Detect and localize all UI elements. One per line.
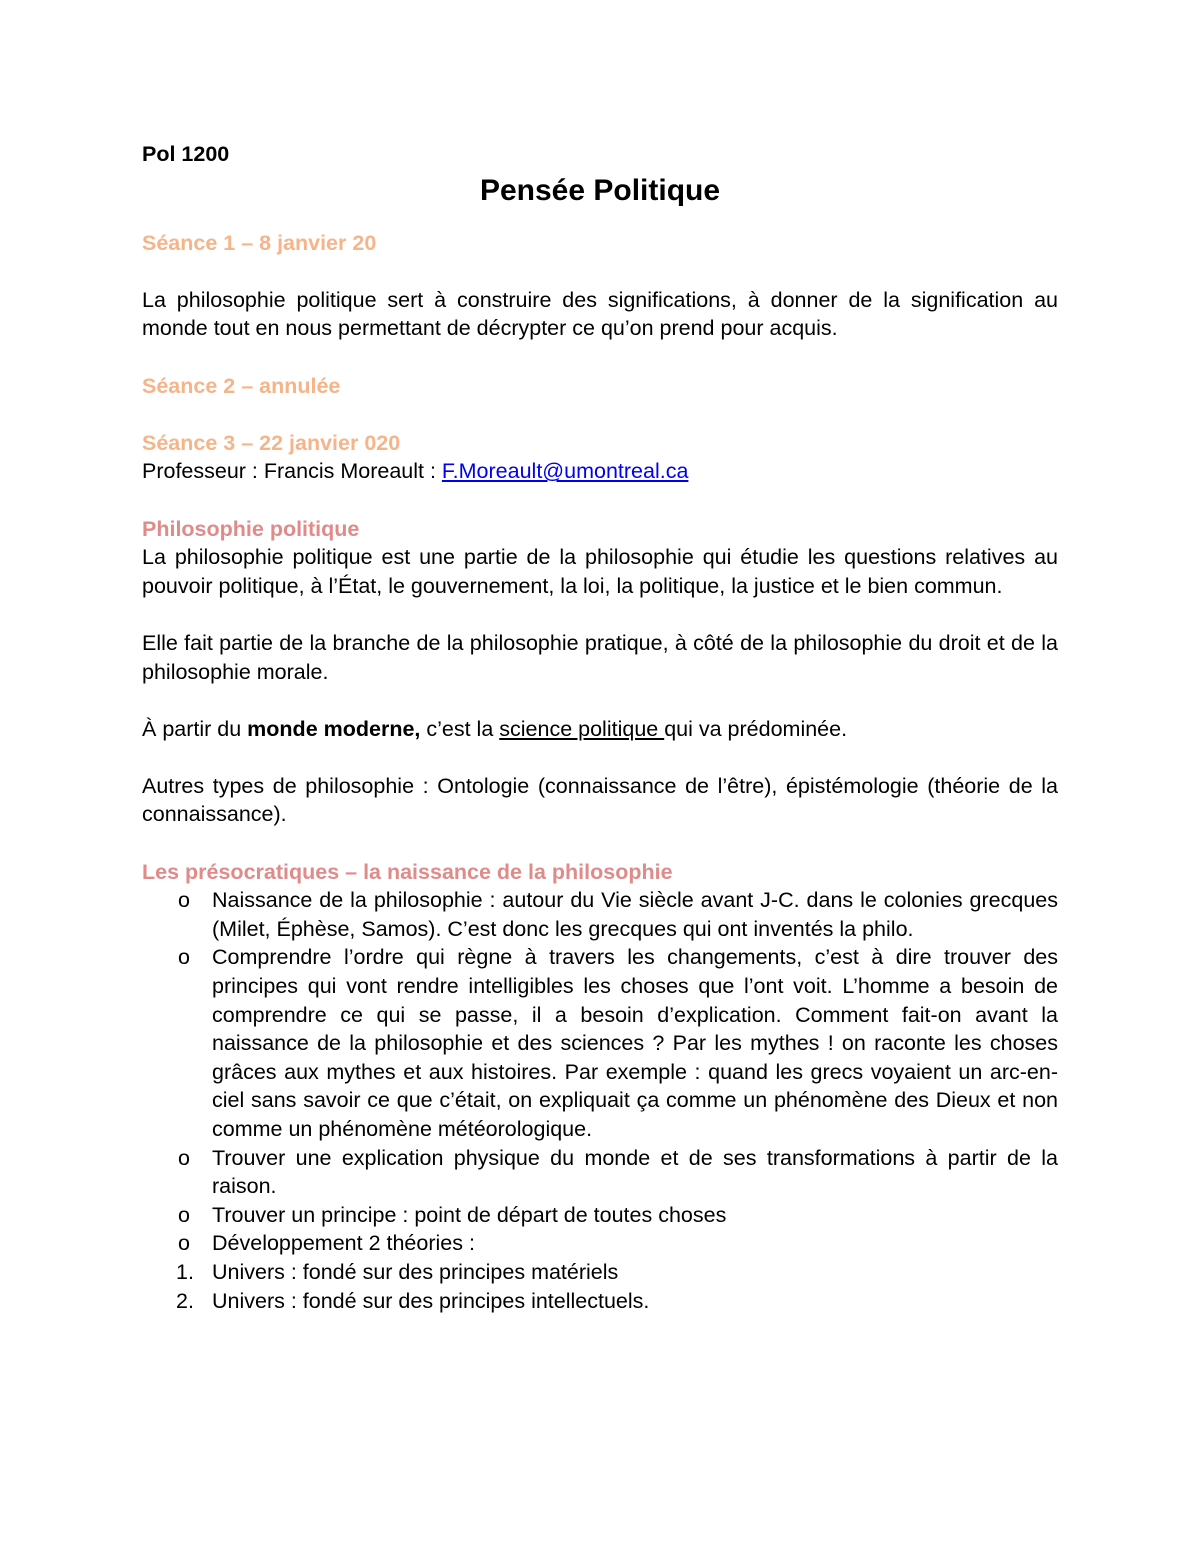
list-item — [142, 1229, 1058, 1258]
number-marker: 1. — [176, 1259, 194, 1284]
philosophie-politique-paragraph-4: Autres types de philosophie : Ontologie (connaissance de l’être), épistémologie (théorie de la connaissance). — [142, 773, 1058, 827]
paragraph-3-mid: c’est la — [420, 716, 500, 741]
list-item — [142, 886, 1058, 943]
course-code: Pol 1200 — [142, 142, 230, 166]
seance-2-heading: Séance 2 – annulée — [142, 373, 341, 398]
numbered-item — [142, 1287, 1058, 1316]
philosophie-politique-paragraph-3 — [142, 715, 1058, 744]
spacer — [142, 257, 1058, 286]
bullet-marker: o — [178, 1231, 190, 1256]
list-item — [142, 1144, 1058, 1201]
paragraph-3-suffix: qui va prédominée. — [664, 716, 848, 741]
professor-line — [142, 457, 1058, 486]
philosophie-politique-heading: Philosophie politique — [142, 516, 360, 541]
list-item-text: Trouver un principe : point de départ de toutes choses — [212, 1202, 727, 1227]
numbered-item-text: Univers : fondé sur des principes intellectuels. — [212, 1288, 650, 1313]
paragraph-3-underline: science politique — [499, 716, 665, 741]
philosophie-politique-paragraph-1: La philosophie politique est une partie de la philosophie qui étudie les questions relatives au pouvoir politique, à l’État, le gouvernement, la loi, la politique, la justice et le bien commun. — [142, 545, 1058, 598]
list-item — [142, 943, 1058, 1143]
spacer — [142, 486, 1058, 515]
bullet-marker: o — [178, 1202, 190, 1227]
numbered-item — [142, 1258, 1058, 1287]
list-item-text: Trouver une explication physique du monde et de ses transformations à partir de la raison. — [212, 1145, 1058, 1199]
paragraph-3-bold: monde moderne, — [247, 716, 421, 741]
spacer — [142, 743, 1058, 772]
professor-label: Professeur : Francis Moreault : — [142, 459, 442, 484]
seance-1-paragraph: La philosophie politique sert à construire des significations, à donner de la signification au monde tout en nous permettant de décrypter ce qu’on prend pour acquis. — [142, 287, 1058, 341]
bullet-marker: o — [178, 1145, 190, 1170]
spacer — [142, 400, 1058, 429]
list-item-text: Comprendre l’ordre qui règne à travers les changements, c’est à dire trouver des principes qui vont rendre intelligibles les choses que l’ont voit. L’homme a besoin de comprendre ce qui se passe, il a besoin d’explication. Comment fait-on avant la naissance de la philosophie et des sciences ? Par les mythes ! on raconte les choses grâces aux mythes et aux histoires. Par exemple : quand les grecs voyaient un arc-en-ciel sans savoir ce que c’était, on expliquait ça comme un phénomène des Dieux et non comme un phénomène météorologique. — [212, 945, 1058, 1141]
bullet-marker: o — [178, 888, 190, 913]
document-page — [142, 140, 1058, 1315]
professor-email-link[interactable]: F.Moreault@umontreal.ca — [441, 459, 689, 484]
spacer — [142, 829, 1058, 858]
presocratiques-numbered-list — [142, 1258, 1058, 1315]
numbered-item-text: Univers : fondé sur des principes matériels — [212, 1259, 619, 1284]
list-item-text: Développement 2 théories : — [212, 1231, 475, 1256]
spacer — [142, 343, 1058, 372]
number-marker: 2. — [176, 1288, 194, 1313]
seance-3-heading: Séance 3 – 22 janvier 020 — [142, 430, 401, 455]
presocratiques-bullet-list — [142, 886, 1058, 1258]
spacer — [142, 600, 1058, 629]
philosophie-politique-paragraph-2: Elle fait partie de la branche de la philosophie pratique, à côté de la philosophie du droit et de la philosophie morale. — [142, 630, 1058, 684]
bullet-marker: o — [178, 945, 190, 970]
seance-1-heading: Séance 1 – 8 janvier 20 — [142, 230, 377, 255]
document-title: Pensée Politique — [479, 173, 721, 207]
presocratiques-heading: Les présocratiques – la naissance de la philosophie — [142, 859, 673, 884]
list-item-text: Naissance de la philosophie : autour du Vie siècle avant J-C. dans le colonies grecques (Milet, Éphèse, Samos). C’est donc les grecques qui ont inventés la philo. — [212, 888, 1058, 941]
list-item — [142, 1201, 1058, 1230]
paragraph-3-prefix: À partir du — [142, 716, 248, 741]
spacer — [142, 686, 1058, 715]
